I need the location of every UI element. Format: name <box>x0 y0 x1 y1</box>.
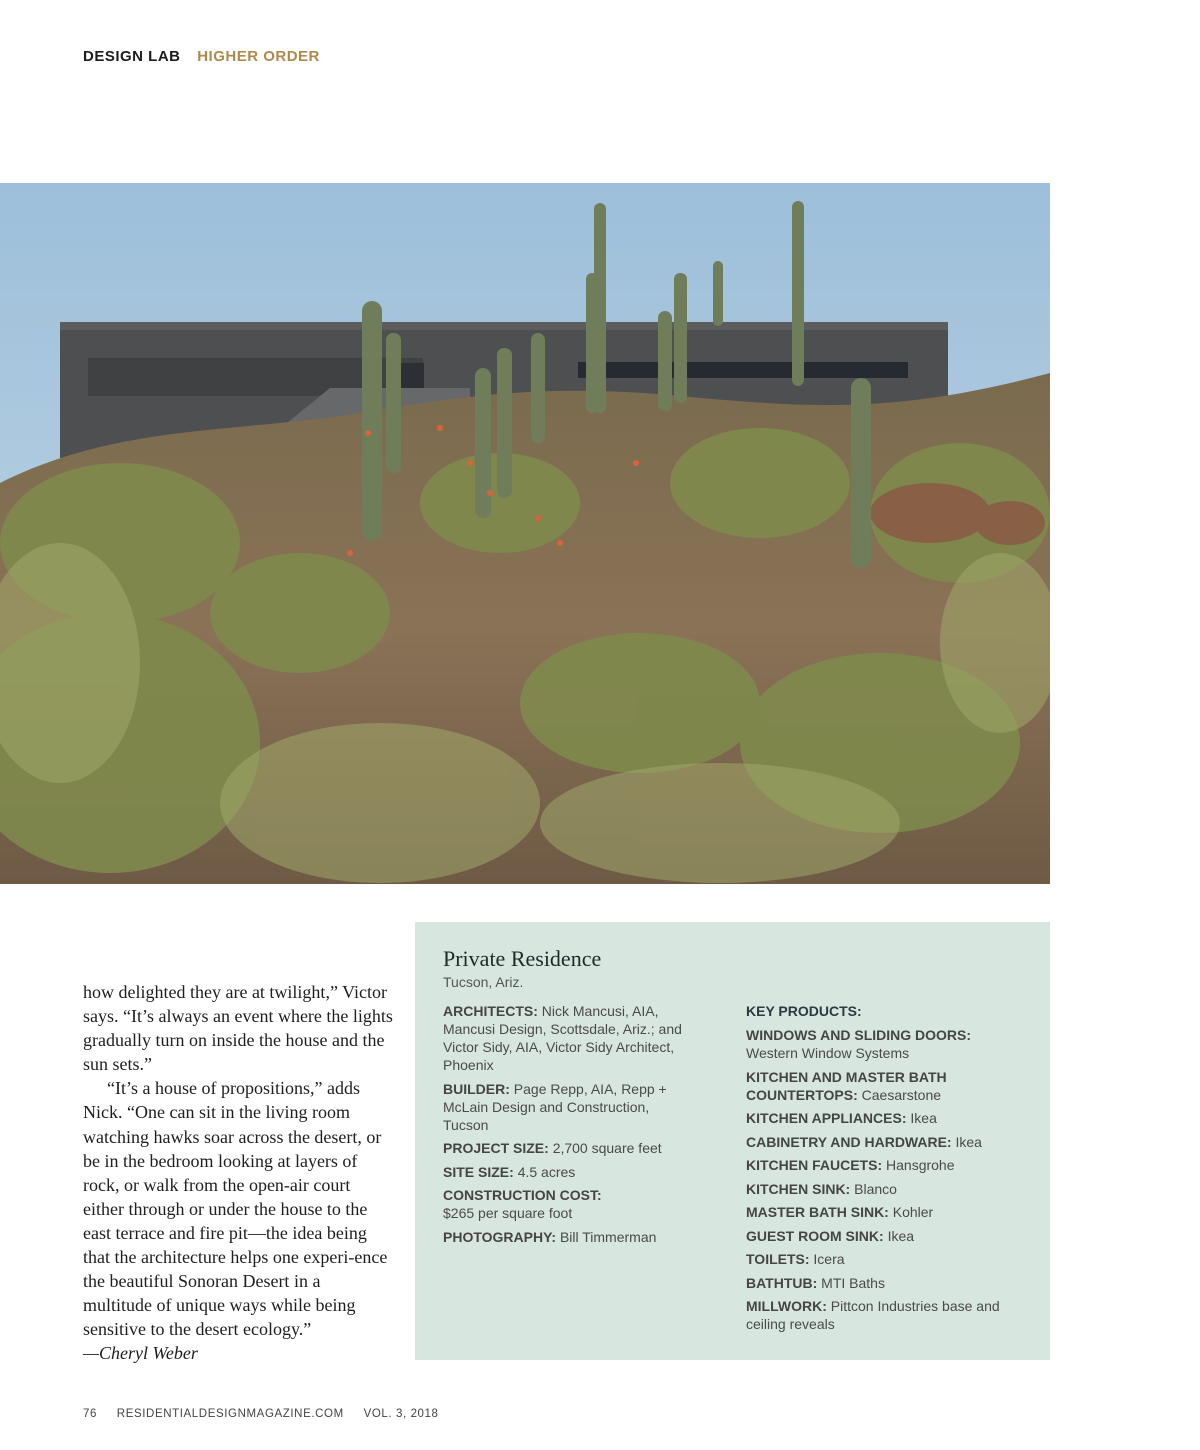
author-byline: —Cheryl Weber <box>83 1343 198 1364</box>
credit-label: PROJECT SIZE: <box>443 1140 549 1156</box>
product-entry <box>746 1274 1016 1292</box>
credit-value: 4.5 acres <box>517 1163 576 1180</box>
product-label: GUEST ROOM SINK: <box>746 1227 884 1244</box>
product-entry <box>746 1068 1016 1104</box>
product-label: KITCHEN FAUCETS: <box>746 1157 883 1173</box>
credit-entry <box>443 1186 693 1222</box>
credit-label: BUILDER: <box>443 1080 510 1097</box>
credit-label: ARCHITECTS: <box>443 1003 538 1019</box>
product-entry <box>746 1180 1016 1198</box>
product-label: KITCHEN AND MASTER BATH COUNTERTOPS: <box>746 1068 947 1103</box>
key-products-list <box>746 1002 1016 1339</box>
credit-label: SITE SIZE: <box>443 1163 514 1180</box>
product-label: CABINETRY AND HARDWARE: <box>746 1133 952 1150</box>
product-value: Icera <box>813 1251 845 1267</box>
credit-entry <box>443 1002 693 1074</box>
product-value: Caesarstone <box>861 1086 942 1103</box>
product-label: KITCHEN APPLIANCES: <box>746 1110 907 1126</box>
product-entry <box>746 1109 1016 1127</box>
credit-value: 2,700 square feet <box>552 1140 662 1156</box>
product-value: Ikea <box>910 1110 937 1126</box>
product-entry <box>746 1133 1016 1151</box>
product-value: Pittcon Industries base and ceiling reveals <box>746 1298 1000 1332</box>
product-value: Blanco <box>854 1180 897 1197</box>
section-label: DESIGN LAB <box>83 48 181 65</box>
article-paragraph: how delighted they are at twilight,” Victor says. “It’s always an event where the lights gradually turn on inside the house and the sun sets.” <box>83 982 393 1075</box>
credit-value: Page Repp, AIA, Repp + McLain Design and Construction, Tucson <box>443 1080 667 1133</box>
product-label: WINDOWS AND SLIDING DOORS: <box>746 1027 972 1043</box>
project-info-sidebar <box>415 922 1050 1360</box>
product-label: MILLWORK: <box>746 1298 827 1314</box>
credit-entry <box>443 1163 693 1181</box>
product-label: BATHTUB: <box>746 1274 818 1291</box>
credit-value: Nick Mancusi, AIA, Mancusi Design, Scottsdale, Ariz.; and Victor Sidy, AIA, Victor Sidy Architect, Phoenix <box>443 1003 682 1073</box>
credits-list <box>443 1002 693 1251</box>
product-entry <box>746 1250 1016 1268</box>
credit-entry <box>443 1080 693 1134</box>
key-products-heading: KEY PRODUCTS: <box>746 1003 862 1019</box>
product-value: Hansgrohe <box>886 1157 955 1173</box>
page-number: 76 <box>83 1408 97 1420</box>
product-label: MASTER BATH SINK: <box>746 1204 889 1220</box>
product-entry <box>746 1156 1016 1174</box>
article-body <box>83 980 393 1366</box>
desert-house-photo <box>0 183 1050 884</box>
product-value: MTI Baths <box>821 1274 885 1291</box>
credit-value: $265 per square foot <box>443 1205 573 1221</box>
product-label: KITCHEN SINK: <box>746 1180 851 1197</box>
project-location: Tucson, Ariz. <box>443 974 524 990</box>
product-entry <box>746 1203 1016 1221</box>
credit-label: PHOTOGRAPHY: <box>443 1228 557 1245</box>
credit-label: CONSTRUCTION COST: <box>443 1187 602 1203</box>
page-footer <box>83 1408 455 1420</box>
product-label: TOILETS: <box>746 1251 810 1267</box>
article-paragraph: “It’s a house of propositions,” adds Nick. “One can sit in the living room watching hawks soar across the desert, or be in the bedroom looking at layers of rock, or walk from the open-air court either through or under the house to the east terrace and fire pit—the idea being that the architecture helps one experi-ence the beautiful Sonoran Desert in a multitude of unique ways while being sensitive to the desert ecology.” <box>83 1078 388 1340</box>
product-value: Ikea <box>955 1133 982 1150</box>
project-title: Private Residence <box>443 946 602 971</box>
issue-label: VOL. 3, 2018 <box>363 1408 439 1420</box>
credit-entry <box>443 1228 693 1246</box>
credit-value: Bill Timmerman <box>559 1228 657 1245</box>
product-entry <box>746 1026 1016 1062</box>
product-entry <box>746 1297 1016 1333</box>
product-value: Kohler <box>892 1204 934 1220</box>
credit-entry <box>443 1139 693 1157</box>
product-value: Western Window Systems <box>746 1045 910 1061</box>
footer-site-link: RESIDENTIALDESIGNMAGAZINE.COM <box>116 1408 344 1420</box>
section-header <box>83 48 320 65</box>
product-entry <box>746 1227 1016 1245</box>
subsection-label: HIGHER ORDER <box>197 48 320 65</box>
product-value: Ikea <box>887 1227 915 1244</box>
